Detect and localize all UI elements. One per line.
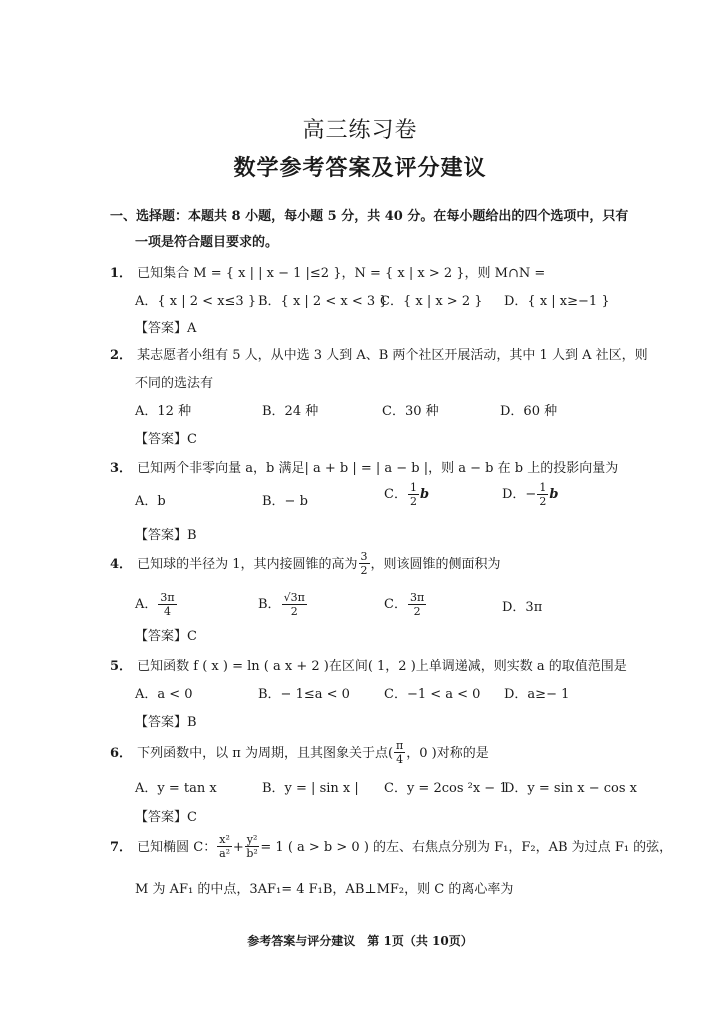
question-stem: 某志愿者小组有 5 人，从中选 3 人到 A、B 两个社区开展活动，其中 1 人到 A 社区，则 xyxy=(137,348,648,363)
question-number: 4． xyxy=(110,557,133,572)
option-d: D．a≥− 1 xyxy=(504,687,570,702)
option-d: D．− $\frac{1}{2}$ b xyxy=(502,481,559,508)
document-subtitle: 数学参考答案及评分建议 xyxy=(233,155,487,181)
option-d: D．60 种 xyxy=(500,404,558,419)
fraction-y2-b2: $\frac{\text{y²}}{\text{b²}}$ xyxy=(246,833,258,860)
answer: 【答案】C xyxy=(135,810,197,825)
section-heading-line1: 一、选择题：本题共 8 小题，每小题 5 分，共 40 分。在每小题给出的四个选项中，只有 xyxy=(110,209,629,224)
question-stem: 已知两个非零向量 a，b 满足| a + b | = | a − b |，则 a − b 在 b 上的投影向量为 xyxy=(137,461,619,476)
option-d: D．{ x | x≥−1 } xyxy=(504,294,610,309)
option-c: C．{ x | x > 2 } xyxy=(380,294,483,309)
option-d: D．y = sin x − cos x xyxy=(504,781,637,796)
question-stem-cont: M 为 AF₁ 的中点，3AF₁= 4 F₁B，AB⊥MF₂，则 C 的离心率为 xyxy=(135,882,514,897)
option-b: B．− 1≤a < 0 xyxy=(258,687,350,702)
fraction-3pi-2: $\frac{3\pi}{2}$ xyxy=(409,591,425,618)
question-stem: 已知函数 f ( x ) = ln ( a x + 2 )在区间( 1，2 )上单调递减，则实数 a 的取值范围是 xyxy=(137,659,627,674)
fraction-3pi-4: $\frac{3\pi}{4}$ xyxy=(160,591,175,618)
option-b: B．24 种 xyxy=(262,404,319,419)
option-b: B． $\frac{√3\pi}{2}$ xyxy=(258,591,305,618)
question-2 xyxy=(110,344,648,363)
question-number: 5． xyxy=(110,659,133,674)
option-b: B．{ x | 2 < x < 3 } xyxy=(258,294,388,309)
question-4: 4． 已知球的半径为 1，其内接圆锥的高为 $\frac{3}{2}$ ，则该圆锥的侧面积为 xyxy=(110,550,501,577)
question-1 xyxy=(110,262,545,281)
option-c: C．30 种 xyxy=(382,404,439,419)
question-stem: 已知椭圆 C： xyxy=(137,840,217,855)
question-5 xyxy=(110,655,627,674)
fraction-one-half: $\frac{1}{2}$ xyxy=(539,481,547,508)
fraction-one-half: $\frac{1}{2}$ xyxy=(409,481,417,508)
question-number: 7． xyxy=(110,840,133,855)
option-a: A．a < 0 xyxy=(135,687,193,702)
answer: 【答案】B xyxy=(135,715,197,730)
option-a: A． $\frac{3\pi}{4}$ xyxy=(135,591,175,618)
answer: 【答案】B xyxy=(135,528,197,543)
question-stem: 下列函数中，以 π 为周期，且其图象关于点( xyxy=(137,746,394,761)
question-6: 6． 下列函数中，以 π 为周期，且其图象关于点( $\frac{\pi}{4}$ ，0 )对称的是 xyxy=(110,739,489,766)
fraction-three-halves: $\frac{3}{2}$ xyxy=(360,550,368,577)
question-stem: 已知集合 M = { x | | x − 1 |≤2 }，N = { x | x > 2 }，则 M∩N = xyxy=(137,266,546,281)
document-title: 高三练习卷 xyxy=(302,118,418,143)
option-a: A．b xyxy=(135,494,166,509)
option-c: C． $\frac{1}{2}$ b xyxy=(384,481,430,508)
answer: 【答案】C xyxy=(135,432,197,447)
question-3 xyxy=(110,457,618,476)
question-stem: 已知球的半径为 1，其内接圆锥的高为 xyxy=(137,557,358,572)
question-number: 1． xyxy=(110,266,133,281)
question-number: 6． xyxy=(110,746,133,761)
option-c: C．−1 < a < 0 xyxy=(384,687,481,702)
fraction-x2-a2: $\frac{\text{x²}}{\text{a²}}$ xyxy=(219,833,231,860)
fraction-sqrt3pi-2: $\frac{√3\pi}{2}$ xyxy=(283,591,305,618)
page-footer: 参考答案与评分建议 第 1页（共 10页） xyxy=(247,934,473,948)
option-a: A．{ x | 2 < x≤3 } xyxy=(135,294,257,309)
question-number: 2． xyxy=(110,348,133,363)
fraction-pi-4: $\frac{\pi}{4}$ xyxy=(396,739,404,766)
option-b: B．− b xyxy=(262,494,308,509)
option-d: D．3π xyxy=(502,600,543,615)
answer: 【答案】C xyxy=(135,629,197,644)
option-a: A．12 种 xyxy=(135,404,192,419)
answer: 【答案】A xyxy=(135,321,197,336)
option-c: C．y = 2cos ²x − 1 xyxy=(384,781,508,796)
option-c: C． $\frac{3\pi}{2}$ xyxy=(384,591,425,618)
question-7: 7． 已知椭圆 C： $\frac{\text{x²}}{\text{a²}}$ + $\frac{\text{y²}}{\text{b²}}$ = 1 ( a > b > 0 ) 的左、右焦点分别为 F₁，F₂，AB 为过点 F₁ 的弦， xyxy=(110,833,673,860)
question-number: 3． xyxy=(110,461,133,476)
option-b: B．y = | sin x | xyxy=(262,781,359,796)
option-a: A．y = tan x xyxy=(135,781,217,796)
question-stem-cont: 不同的选法有 xyxy=(135,376,214,391)
section-heading-line2: 一项是符合题目要求的。 xyxy=(135,235,279,250)
